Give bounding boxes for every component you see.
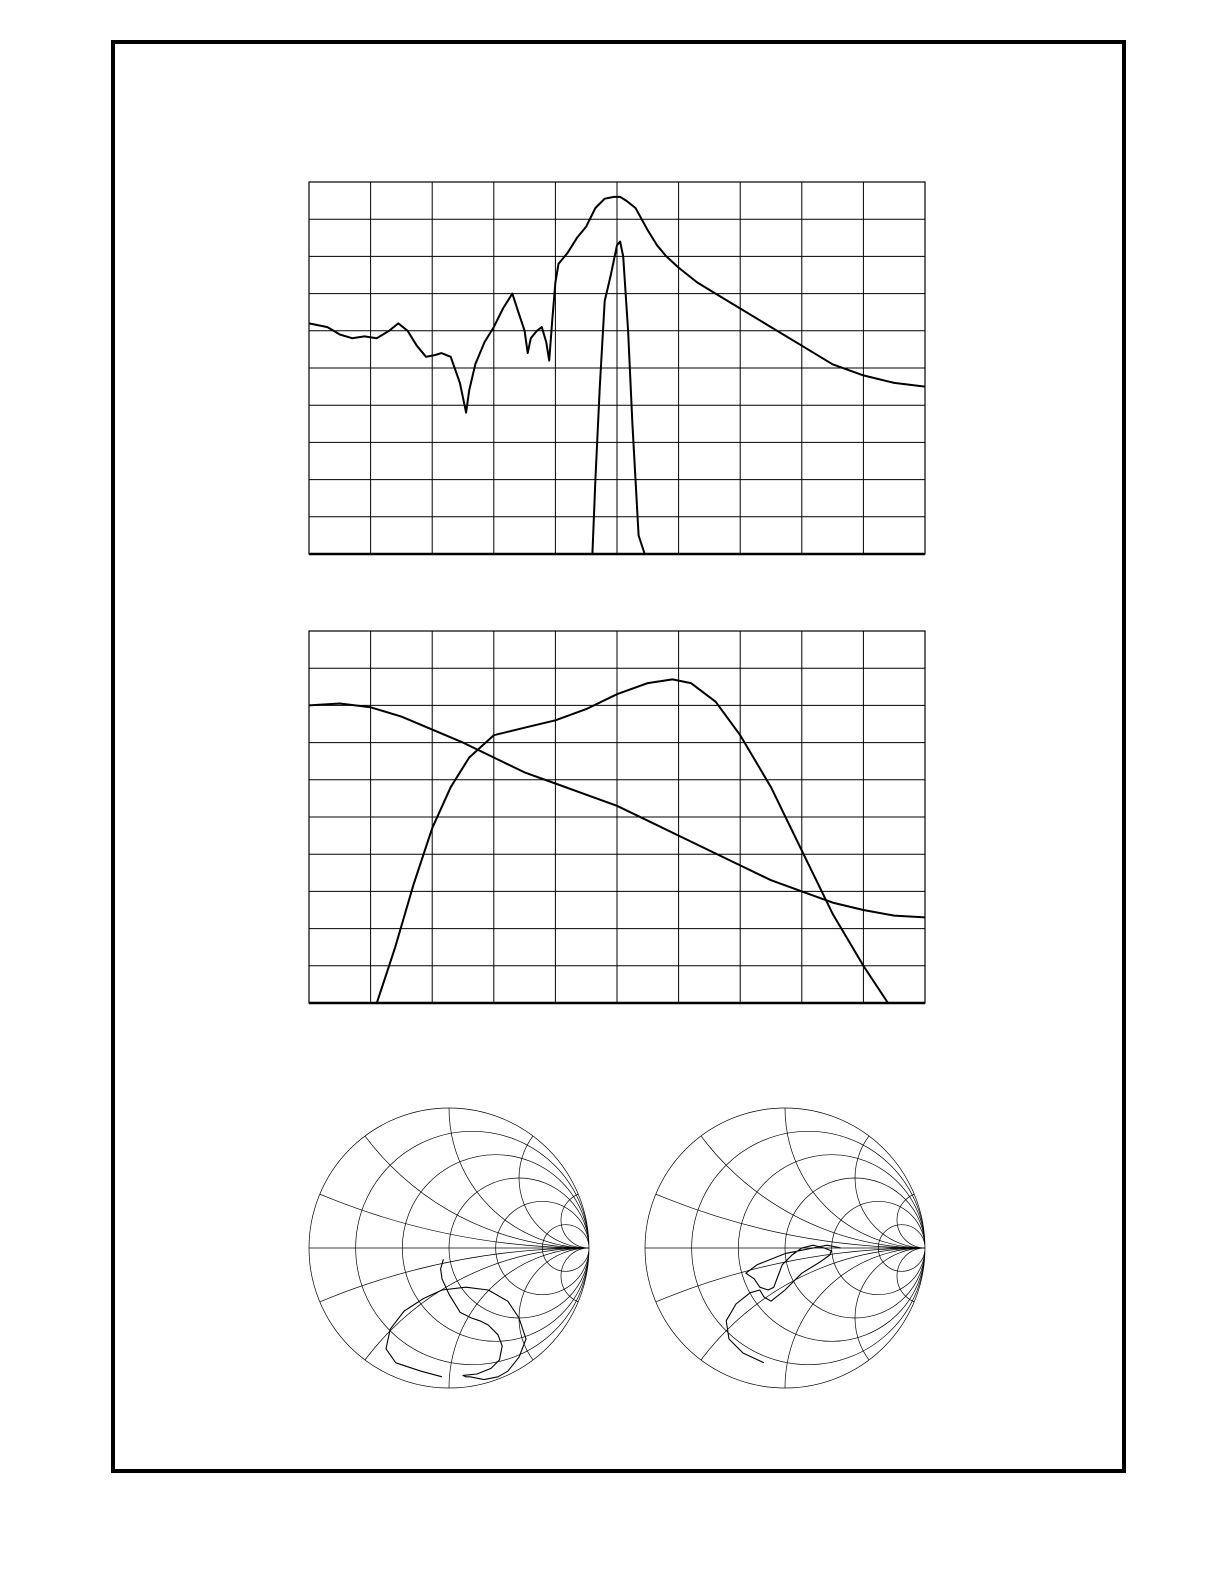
page-footer	[0, 1573, 420, 1585]
reactance-arc	[225, 1248, 1225, 1585]
reactance-arc	[519, 1248, 659, 1388]
chart-1	[309, 182, 925, 554]
reactance-arc	[225, 0, 1225, 1248]
reactance-arc	[785, 968, 1065, 1248]
reactance-arc	[855, 1108, 995, 1248]
reactance-arc	[645, 1248, 1205, 1585]
reactance-arc	[309, 1248, 869, 1585]
chart-grid	[309, 182, 925, 554]
reactance-arc	[0, 1248, 1225, 1585]
reactance-arc	[309, 688, 869, 1248]
reactance-arc	[855, 1248, 995, 1388]
reactance-arc	[785, 1248, 1065, 1528]
reactance-arc	[519, 1108, 659, 1248]
chart-grid	[309, 631, 925, 1003]
chart-2	[309, 631, 925, 1003]
